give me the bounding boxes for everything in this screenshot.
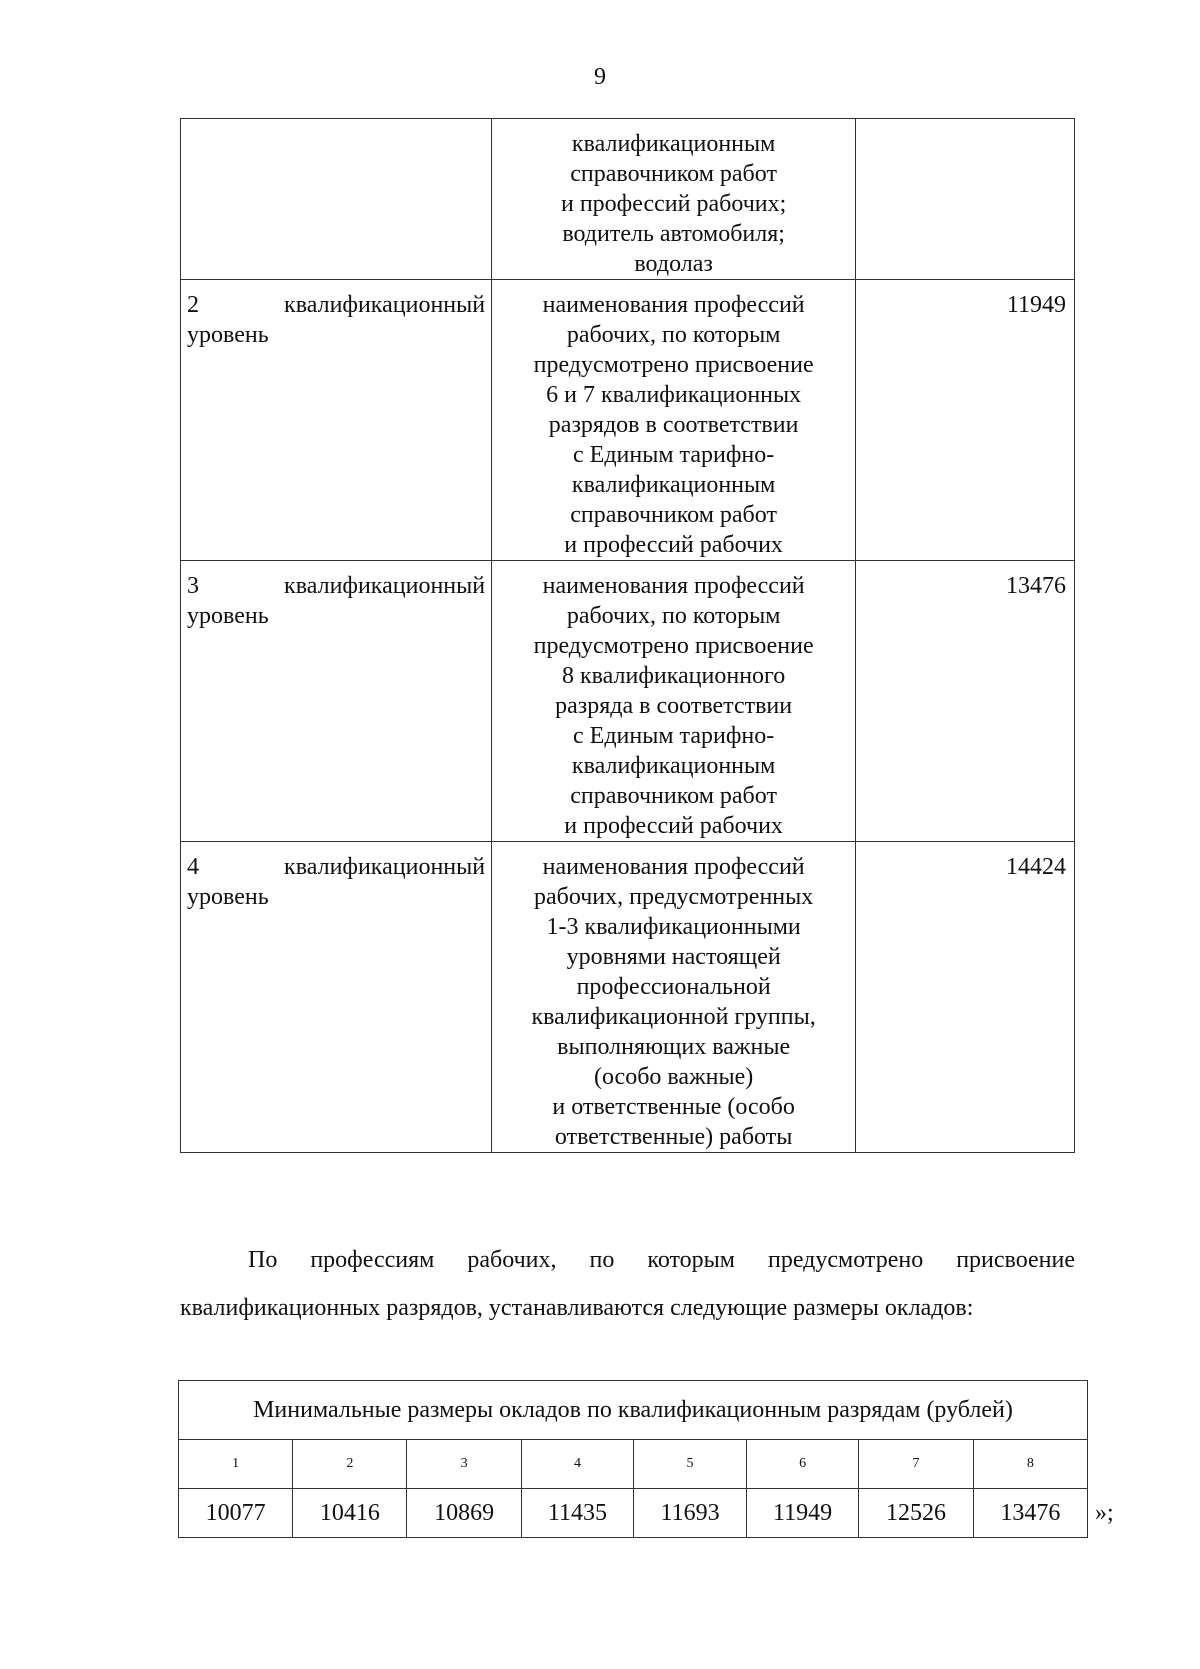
description-line: уровнями настоящей (566, 944, 781, 970)
qualification-level-cell (181, 119, 492, 280)
profession-description-cell (492, 561, 856, 842)
grade-cell: 8 (973, 1440, 1087, 1489)
body-paragraph: По профессиям рабочих, по которым предусмотрено присвоение квалификационных разрядов, устанавливаются следующие размеры окладов: (180, 1247, 1075, 1321)
description-line: рабочих, по которым (566, 603, 781, 629)
level-word: квалификационный (284, 573, 486, 599)
description-line: 8 квалификационного (561, 663, 786, 689)
amount-cell: 11435 (521, 1489, 634, 1538)
amount-cell: 12526 (859, 1489, 973, 1538)
page-number: 9 (594, 64, 606, 90)
minimum-salary-table (178, 1380, 1088, 1538)
description-line: справочником работ (570, 783, 777, 809)
grade-cell: 7 (859, 1440, 973, 1489)
amount-cell: 13476 (973, 1489, 1087, 1538)
salary-cell: 11949 (856, 280, 1075, 561)
profession-description-cell (492, 842, 856, 1153)
table-row (181, 280, 1075, 561)
salary-cell: 13476 (856, 561, 1075, 842)
grade-row (179, 1440, 1088, 1489)
amount-cell: 11949 (746, 1489, 859, 1538)
description-line: водитель автомобиля; (562, 221, 785, 247)
description-line: выполняющих важные (557, 1034, 791, 1060)
level-number: 4 (187, 854, 199, 880)
level-word-continued: уровень (187, 884, 269, 910)
qualification-levels-table (180, 118, 1075, 1153)
level-word: квалификационный (284, 292, 486, 318)
table-row (181, 561, 1075, 842)
description-line: предусмотрено присвоение (533, 352, 814, 378)
description-line: с Единым тарифно- (573, 442, 775, 468)
description-line: и профессий рабочих (564, 532, 783, 558)
description-line: рабочих, по которым (566, 322, 781, 348)
description-line: разрядов в соответствии (548, 412, 799, 438)
description-line: справочником работ (570, 161, 777, 187)
table-row (181, 119, 1075, 280)
description-line: водолаз (634, 251, 713, 277)
level-word-continued: уровень (187, 322, 269, 348)
description-line: квалификационным (571, 472, 776, 498)
description-line: и профессий рабочих (564, 813, 783, 839)
qualification-level-cell (181, 280, 492, 561)
level-word: квалификационный (284, 854, 486, 880)
grade-cell: 6 (746, 1440, 859, 1489)
amount-cell: 11693 (634, 1489, 747, 1538)
description-line: квалификационной группы, (531, 1004, 816, 1030)
description-line: и ответственные (особо (552, 1094, 795, 1120)
description-line: разряда в соответствии (555, 693, 793, 719)
profession-description-cell (492, 119, 856, 280)
level-word-continued: уровень (187, 603, 269, 629)
qualification-level-cell (181, 842, 492, 1153)
description-line: с Единым тарифно- (573, 723, 775, 749)
amount-cell: 10077 (179, 1489, 293, 1538)
description-line: наименования профессий (542, 292, 805, 318)
description-line: (особо важные) (593, 1064, 754, 1090)
description-line: наименования профессий (542, 854, 805, 880)
description-line: и профессий рабочих; (560, 191, 787, 217)
description-line: профессиональной (576, 974, 771, 1000)
table-row (181, 842, 1075, 1153)
description-line: наименования профессий (542, 573, 805, 599)
description-line: предусмотрено присвоение (533, 633, 814, 659)
salary-table-header: Минимальные размеры окладов по квалификационным разрядам (рублей) (179, 1381, 1088, 1440)
grade-cell: 3 (407, 1440, 521, 1489)
grade-cell: 2 (293, 1440, 407, 1489)
description-line: квалификационным (571, 753, 776, 779)
salary-cell: 14424 (856, 842, 1075, 1153)
grade-cell: 5 (634, 1440, 747, 1489)
amount-cell: 10869 (407, 1489, 521, 1538)
amount-row (179, 1489, 1088, 1538)
description-line: 1-3 квалификационными (546, 914, 801, 940)
qualification-level-cell (181, 561, 492, 842)
profession-description-cell (492, 280, 856, 561)
description-line: квалификационным (571, 131, 776, 157)
description-line: ответственные) работы (554, 1124, 793, 1150)
grade-cell: 1 (179, 1440, 293, 1489)
description-line: справочником работ (570, 502, 777, 528)
level-number: 3 (187, 573, 199, 599)
description-line: рабочих, предусмотренных (533, 884, 814, 910)
amount-cell: 10416 (293, 1489, 407, 1538)
description-line: 6 и 7 квалификационных (546, 382, 802, 408)
salary-cell (856, 119, 1075, 280)
salary-header-row (179, 1381, 1088, 1440)
level-number: 2 (187, 292, 199, 318)
grade-cell: 4 (521, 1440, 634, 1489)
closing-quote: »; (1095, 1500, 1114, 1526)
